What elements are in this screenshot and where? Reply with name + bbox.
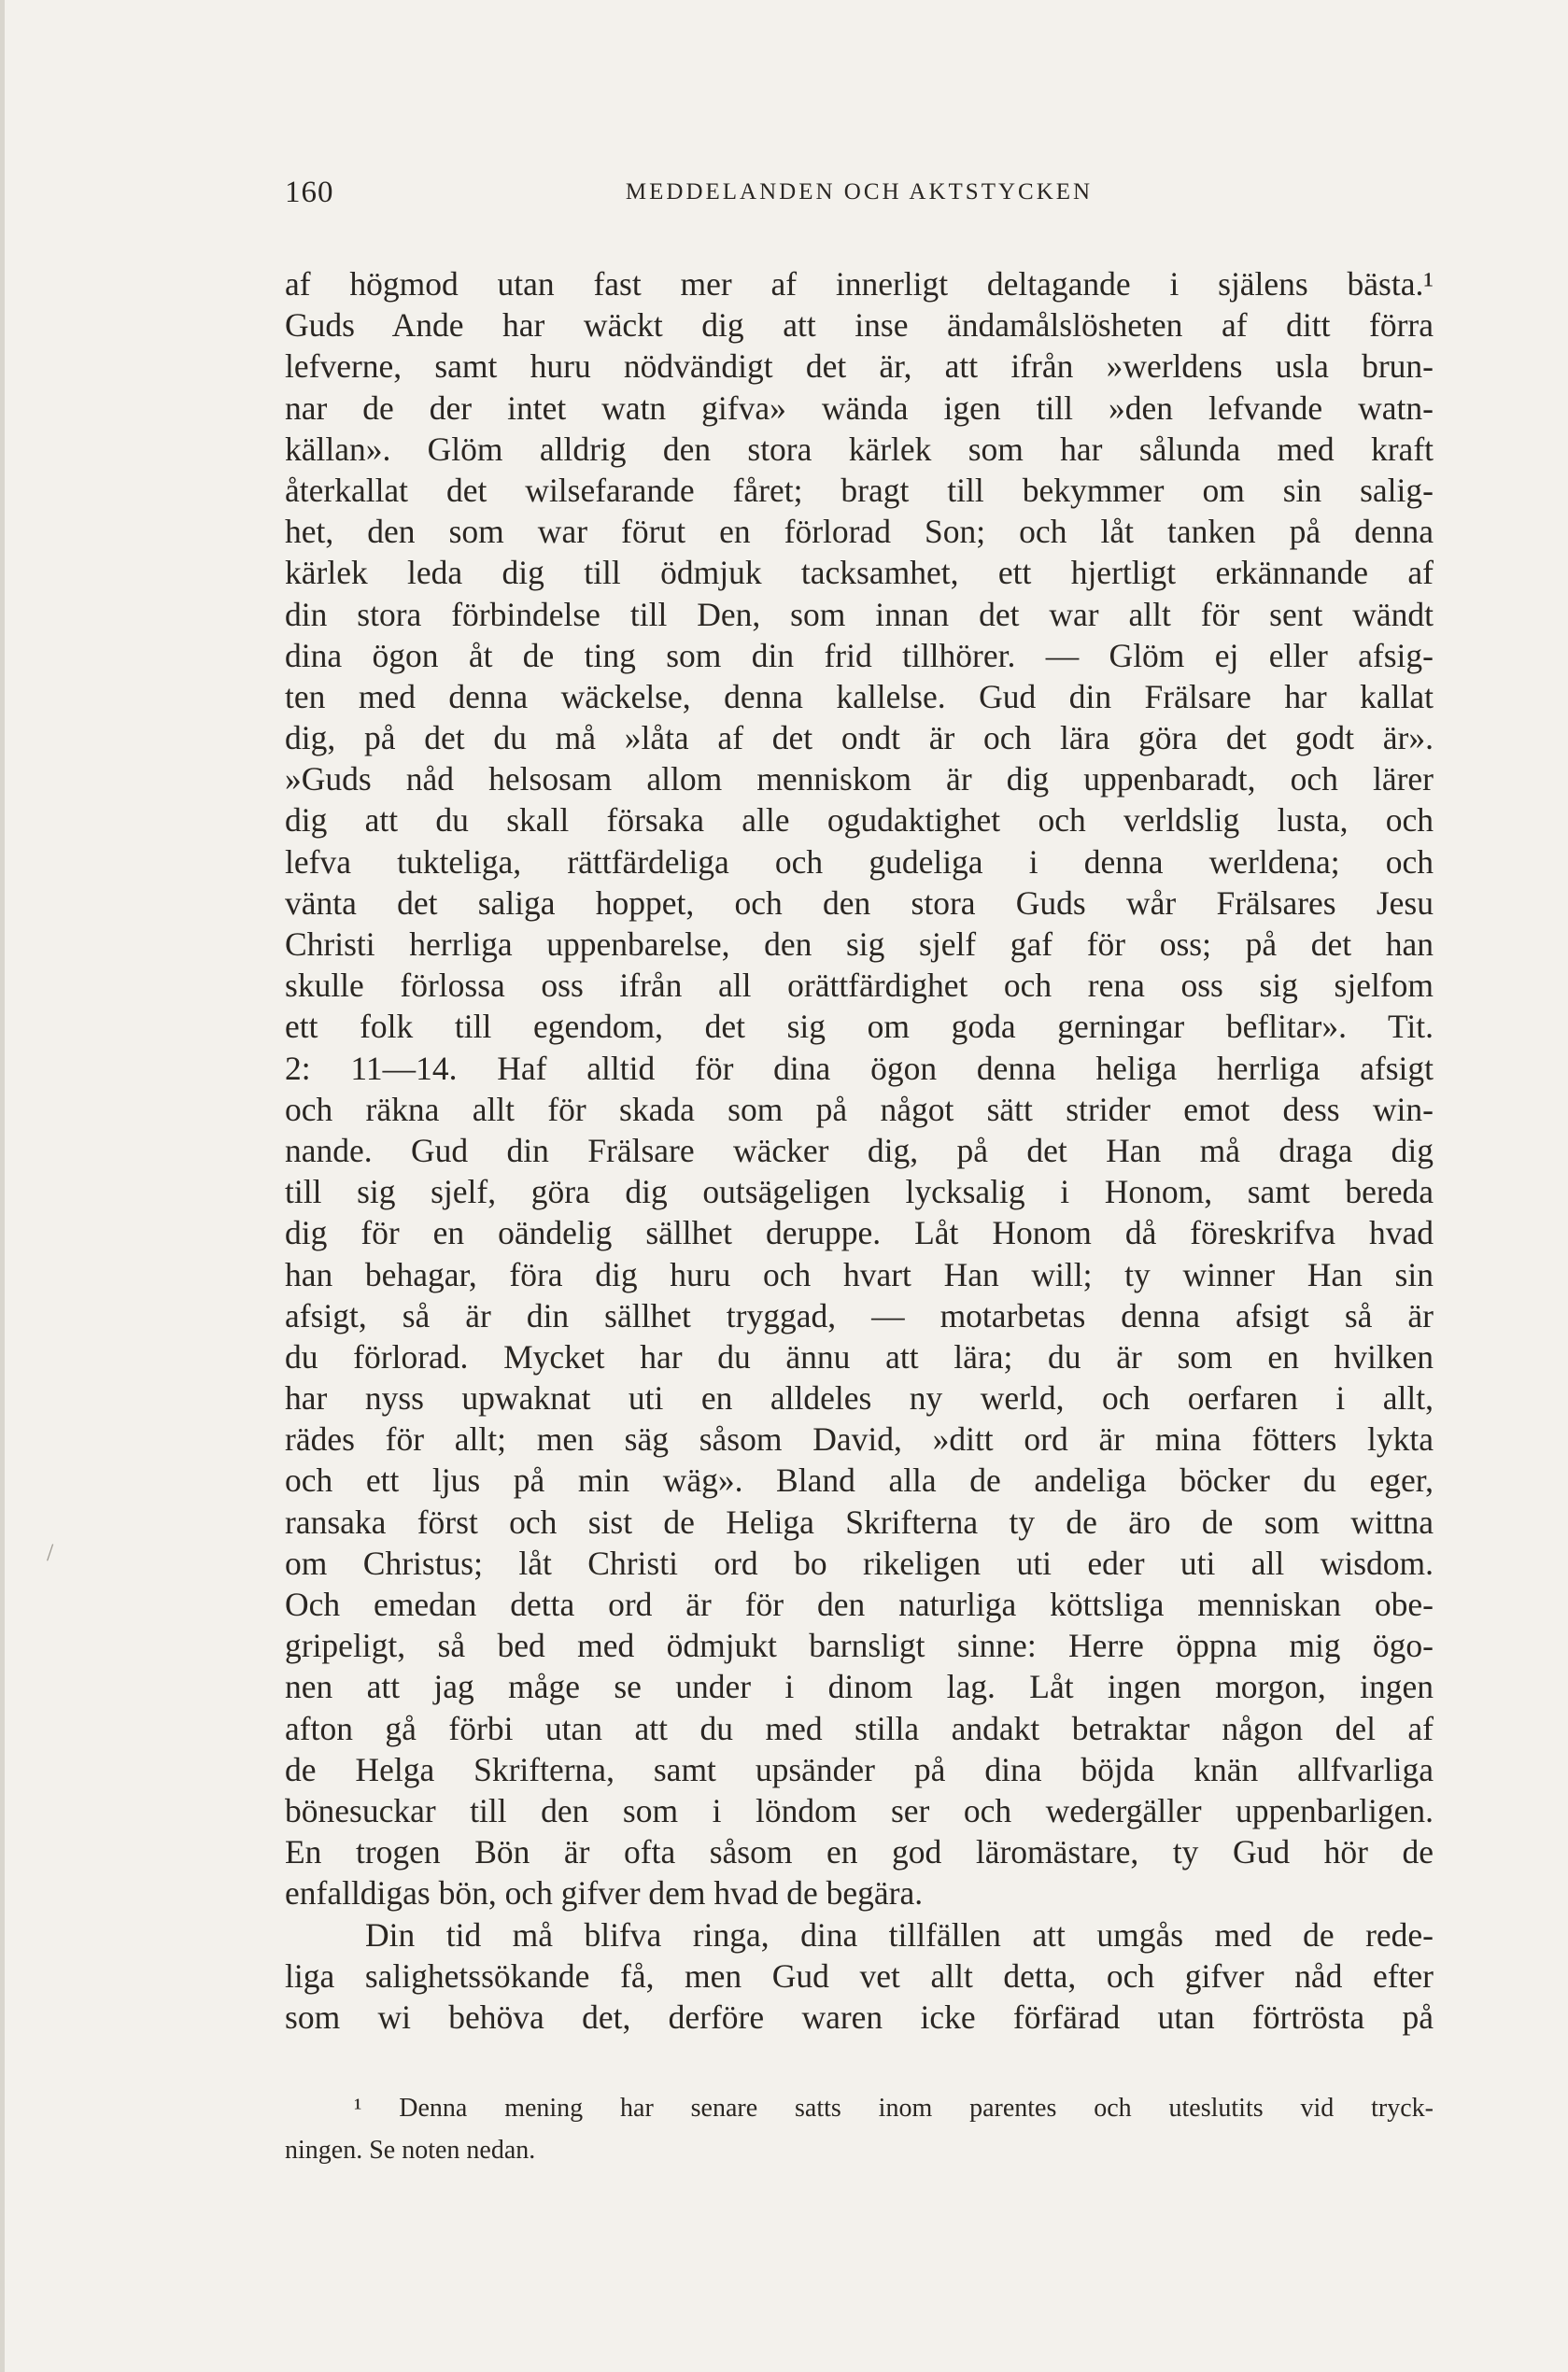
text-line: och räkna allt för skada som på något sätt strider emot dess win-: [285, 1090, 1434, 1128]
text-line: nande. Gud din Frälsare wäcker dig, på det Han må draga dig: [285, 1131, 1434, 1169]
text-line: rädes för allt; men säg såsom David, »ditt ord är mina fötters lykta: [285, 1420, 1434, 1459]
text-line: har nyss upwaknat uti en alldeles ny werld, och oerfaren i allt,: [285, 1379, 1434, 1418]
footnote-line: ningen. Se noten nedan.: [285, 2136, 536, 2165]
text-line: källan». Glöm alldrig den stora kärlek som har sålunda med kraft: [285, 430, 1434, 468]
text-line: dig att du skall försaka alle ogudaktighet och verldslig lusta, och: [285, 801, 1434, 840]
text-line: gripeligt, så bed med ödmjukt barnsligt sinne: Herre öppna mig ögo-: [285, 1627, 1434, 1665]
text-line: ett folk till egendom, det sig om goda gerningar beflitar». Tit.: [285, 1008, 1434, 1046]
text-line: dig, på det du må »låta af det ondt är och lära göra det godt är».: [285, 719, 1434, 757]
text-line: afsigt, så är din sällhet tryggad, — motarbetas denna afsigt så är: [285, 1296, 1434, 1334]
text-line: 2: 11—14. Haf alltid för dina ögon denna heliga herrliga afsigt: [285, 1049, 1434, 1087]
footnote: [285, 2087, 1434, 2171]
page-number: 160: [285, 176, 334, 209]
text-line: het, den som war förut en förlorad Son; och låt tanken på denna: [285, 513, 1434, 551]
margin-mark: /: [47, 1539, 54, 1566]
text-line: lefva tukteliga, rättfärdeliga och gudeliga i denna werldena; och: [285, 842, 1434, 881]
text-line: och ett ljus på min wäg». Bland alla de andeliga böcker du eger,: [285, 1461, 1434, 1500]
text-line: lefverne, samt huru nödvändigt det är, att ifrån »werldens usla brun-: [285, 347, 1434, 386]
text-line: skulle förlossa oss ifrån all orättfärdighet och rena oss sig sjelfom: [285, 967, 1434, 1005]
text-line: nen att jag måge se under i dinom lag. Låt ingen morgon, ingen: [285, 1668, 1434, 1706]
text-line: liga salighetssökande få, men Gud vet allt detta, och gifver nåd efter: [285, 1956, 1434, 1995]
text-line: ransaka först och sist de Heliga Skrifterna ty de äro de som wittna: [285, 1503, 1434, 1541]
text-line: de Helga Skrifterna, samt upsänder på dina böjda knän allfvarliga: [285, 1750, 1434, 1788]
text-line: afton gå förbi utan att du med stilla andakt betraktar någon del af: [285, 1709, 1434, 1747]
text-line: En trogen Bön är ofta såsom en god läromästare, ty Gud hör de: [285, 1833, 1434, 1871]
text-line: dig för en oändelig sällhet deruppe. Låt Honom då föreskrifva hvad: [285, 1214, 1434, 1252]
text-line: Guds Ande har wäckt dig att inse ändamålslösheten af ditt förra: [285, 306, 1434, 345]
page-edge-shadow: [0, 0, 5, 2372]
text-line: ten med denna wäckelse, denna kallelse. Gud din Frälsare har kallat: [285, 677, 1434, 715]
text-line: din stora förbindelse till Den, som innan det war allt för sent wändt: [285, 595, 1434, 633]
text-line: bönesuckar till den som i löndom ser och wedergäller uppenbarligen.: [285, 1791, 1434, 1829]
text-line: om Christus; låt Christi ord bo rikeligen uti eder uti all wisdom.: [285, 1544, 1434, 1582]
text-line: du förlorad. Mycket har du ännu att lära; du är som en hvilken: [285, 1337, 1434, 1376]
text-line: Och emedan detta ord är för den naturliga köttsliga menniskan obe-: [285, 1586, 1434, 1623]
text-line: Din tid må blifva ringa, dina tillfällen att umgås med de rede-: [365, 1915, 1434, 1954]
text-line: vänta det saliga hoppet, och den stora Guds wår Frälsares Jesu: [285, 883, 1434, 922]
text-line: kärlek leda dig till ödmjuk tacksamhet, ett hjertligt erkännande af: [285, 554, 1434, 592]
text-line: enfalldigas bön, och gifver dem hvad de begära.: [285, 1874, 924, 1913]
page-header: [285, 176, 1434, 213]
text-line: »Guds nåd helsosam allom menniskom är dig uppenbaradt, och lärer: [285, 760, 1434, 798]
text-line: återkallat det wilsefarande fåret; bragt till bekymmer om sin salig-: [285, 471, 1434, 509]
text-line: Christi herrliga uppenbarelse, den sig sjelf gaf för oss; på det han: [285, 925, 1434, 963]
text-line: nar de der intet watn gifva» wända igen till »den lefvande watn-: [285, 388, 1434, 427]
running-head: MEDDELANDEN OCH AKTSTYCKEN: [625, 179, 1094, 205]
text-line: han behagar, föra dig huru och hvart Han will; ty winner Han sin: [285, 1255, 1434, 1293]
body-text: [285, 263, 1434, 2038]
footnote-line: ¹ Denna mening har senare satts inom parentes och uteslutits vid tryck-: [354, 2094, 1434, 2123]
text-line: till sig sjelf, göra dig outsägeligen lycksalig i Honom, samt bereda: [285, 1173, 1434, 1211]
text-line: dina ögon åt de ting som din frid tillhörer. — Glöm ej eller afsig-: [285, 636, 1434, 674]
text-line: af högmod utan fast mer af innerligt deltagande i själens bästa.¹: [285, 265, 1434, 303]
text-line: som wi behöva det, derföre waren icke förfärad utan förtrösta på: [285, 1998, 1434, 2036]
